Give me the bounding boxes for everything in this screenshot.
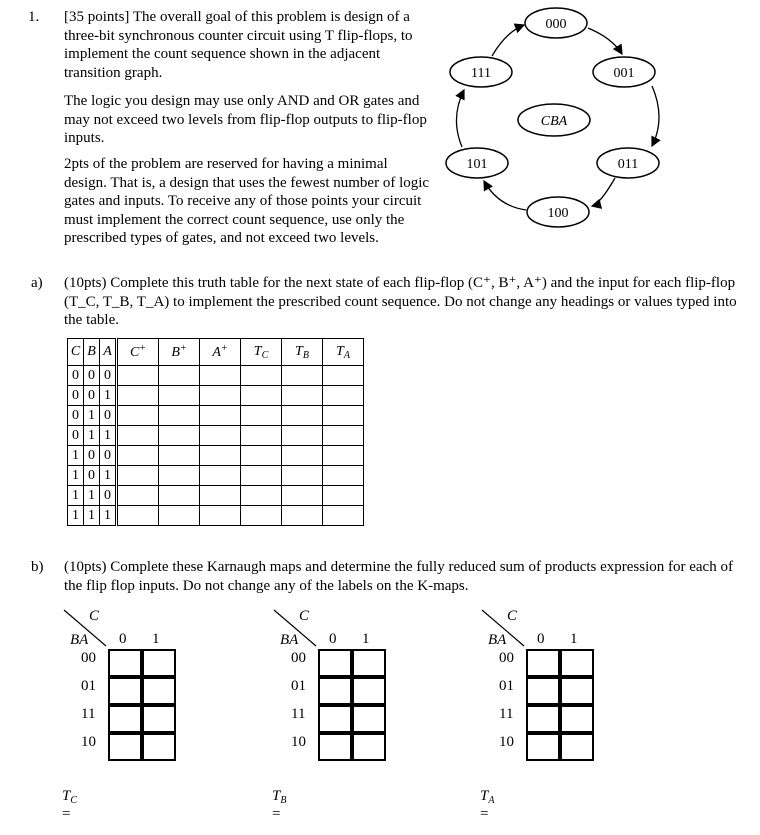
truth-table-answer-cell[interactable] [117,486,159,506]
truth-table-value: 0 [84,446,100,466]
header-c-next: C+ [117,339,159,366]
truth-table-value: 1 [84,406,100,426]
truth-table-value: 0 [100,366,117,386]
truth-table-answer-cell[interactable] [159,486,200,506]
kmap-cell[interactable] [142,733,176,761]
truth-table-answer-cell[interactable] [282,466,323,486]
kmap-row-label: 11 [499,706,514,722]
state-label: 011 [617,157,639,172]
kmap-cell[interactable] [352,677,386,705]
kmap-col-label: 0 [119,631,127,647]
state-label: 111 [471,66,491,81]
truth-table-value: 1 [100,506,117,526]
truth-table-row [68,446,364,466]
kmap-row-label: 10 [291,734,306,750]
header-c: C [68,339,84,366]
state-label: 000 [545,17,567,32]
kmap-cell[interactable] [352,705,386,733]
truth-table-answer-cell[interactable] [200,446,241,466]
kmap-row-label: 01 [81,678,96,694]
truth-table-value: 1 [100,466,117,486]
truth-table-header [68,339,364,366]
truth-table-answer-cell[interactable] [200,426,241,446]
truth-table-value: 0 [100,406,117,426]
center-node-cba [518,104,590,136]
truth-table-value: 1 [100,386,117,406]
kmap-cell[interactable] [318,649,352,677]
kmap-row-label: 01 [499,678,514,694]
kmap-cell[interactable] [526,705,560,733]
kmap-cell[interactable] [318,677,352,705]
transition-arrow [652,86,659,146]
truth-table-answer-cell[interactable] [200,406,241,426]
truth-table-value: 0 [68,406,84,426]
part-a-text: (10pts) Complete this truth table for the next state of each flip-flop (C⁺, B⁺, A⁺) and the input for each flip-flop (T_C, T_B, T_A) to implement the prescribed count sequence. Do not change any headings or values typed into the table. [64,275,737,328]
truth-table-answer-cell[interactable] [200,486,241,506]
truth-table-answer-cell[interactable] [323,446,364,466]
header-a: A [100,339,117,366]
kmap-row-var: BA [488,632,507,648]
truth-table-answer-cell[interactable] [241,386,282,406]
kmap-row-var: BA [280,632,299,648]
part-b-label: b) [31,559,44,575]
transition-arrow [588,28,622,54]
truth-table-answer-cell[interactable] [159,466,200,486]
problem-constraints: The logic you design may use only AND and OR gates and may not exceed two levels from flip-flop outputs to flip-flop inputs. [64,93,427,146]
truth-table-answer-cell[interactable] [282,426,323,446]
kmap-cell[interactable] [108,649,142,677]
truth-table-answer-cell[interactable] [323,506,364,526]
state-node-111 [450,57,512,87]
truth-table-value: 0 [84,386,100,406]
truth-table-answer-cell[interactable] [241,426,282,446]
problem-intro: [35 points] The overall goal of this problem is design of a three-bit synchronous counter circuit using T flip-flops, to implement the count sequence shown in the adjacent transition graph. [64,9,413,81]
kmap-row-label: 00 [499,650,514,666]
truth-table-answer-cell[interactable] [241,446,282,466]
kmap-row-label: 10 [81,734,96,750]
truth-table-row [68,406,364,426]
truth-table-value: 1 [84,486,100,506]
part-b-text: (10pts) Complete these Karnaugh maps and determine the fully reduced sum of products expression for each of the flip flop inputs. Do not change any of the labels on the K-maps. [64,559,733,594]
truth-table-answer-cell[interactable] [282,486,323,506]
center-label: CBA [540,114,568,129]
truth-table-answer-cell[interactable] [282,386,323,406]
transition-arrow [492,25,524,56]
truth-table-answer-cell[interactable] [241,366,282,386]
kmap-cell[interactable] [142,649,176,677]
truth-table-answer-cell[interactable] [117,506,159,526]
header-ta: $T_A$ [323,339,364,366]
truth-table-value: 1 [84,426,100,446]
transition-arrow [592,178,615,206]
truth-table-answer-cell[interactable] [200,366,241,386]
kmap-equation-tb: $T_B$ = [272,788,287,822]
truth-table-answer-cell[interactable] [323,486,364,506]
truth-table-answer-cell[interactable] [117,426,159,446]
truth-table-answer-cell[interactable] [282,506,323,526]
kmap-cell[interactable] [318,705,352,733]
truth-table-answer-cell[interactable] [323,466,364,486]
truth-table-row [68,426,364,446]
kmap-cell[interactable] [352,649,386,677]
kmap-cell[interactable] [560,649,594,677]
truth-table-value: 0 [84,466,100,486]
truth-table-value: 1 [68,506,84,526]
truth-table-answer-cell[interactable] [159,386,200,406]
kmap-col-label: 1 [570,631,578,647]
state-node-011 [597,148,659,178]
kmap-row-label: 00 [291,650,306,666]
state-node-000 [525,8,587,38]
header-b-next: B+ [159,339,200,366]
kmap-cell[interactable] [560,677,594,705]
truth-table-answer-cell[interactable] [323,386,364,406]
truth-table-value: 0 [68,386,84,406]
kmap-row-label: 00 [81,650,96,666]
kmap-cell[interactable] [526,733,560,761]
truth-table-row [68,386,364,406]
truth-table-value: 0 [84,366,100,386]
kmap-cell[interactable] [318,733,352,761]
truth-table-answer-cell[interactable] [117,386,159,406]
truth-table-answer-cell[interactable] [159,426,200,446]
truth-table-value: 0 [100,486,117,506]
truth-table-value: 1 [84,506,100,526]
header-b: B [84,339,100,366]
kmap-col-label: 0 [329,631,337,647]
truth-table-row [68,366,364,386]
problem-minimal-note: 2pts of the problem are reserved for having a minimal design. That is, a design that uses the fewest number of logic gates and inputs. To receive any of those points your circuit must implement the correct count sequence, use only the prescribed types of gates, and not exceed two levels. [64,156,430,246]
kmap-cell[interactable] [142,677,176,705]
truth-table-row [68,466,364,486]
truth-table-answer-cell[interactable] [282,366,323,386]
kmap-cell[interactable] [352,733,386,761]
truth-table-answer-cell[interactable] [282,446,323,466]
truth-table-answer-cell[interactable] [241,466,282,486]
state-label: 001 [613,66,635,81]
kmap-col-label: 1 [152,631,160,647]
kmap-row-label: 11 [81,706,96,722]
kmap-cell[interactable] [108,677,142,705]
kmap-row-label: 11 [291,706,306,722]
truth-table-answer-cell[interactable] [282,406,323,426]
truth-table-answer-cell[interactable] [323,426,364,446]
state-label: 100 [547,206,569,221]
truth-table-answer-cell[interactable] [117,406,159,426]
kmap-cell[interactable] [142,705,176,733]
truth-table-answer-cell[interactable] [117,446,159,466]
state-label: 101 [466,157,488,172]
kmap-row-label: 10 [499,734,514,750]
kmap-cell[interactable] [560,733,594,761]
truth-table-answer-cell[interactable] [117,366,159,386]
kmap-col-var: C [507,608,518,624]
kmap-col-label: 0 [537,631,545,647]
truth-table-answer-cell[interactable] [159,406,200,426]
header-tb: $T_B$ [282,339,323,366]
problem-number: 1. [28,9,40,25]
truth-table-answer-cell[interactable] [241,406,282,426]
header-tc: $T_C$ [241,339,282,366]
truth-table-answer-cell[interactable] [159,446,200,466]
kmap-col-label: 1 [362,631,370,647]
part-a-label: a) [31,275,43,291]
truth-table-value: 1 [68,486,84,506]
state-node-100 [527,197,589,227]
truth-table-value: 1 [68,446,84,466]
kmap-cell[interactable] [526,677,560,705]
truth-table-answer-cell[interactable] [159,506,200,526]
kmap-col-var: C [89,608,100,624]
truth-table-answer-cell[interactable] [241,506,282,526]
state-node-101 [446,148,508,178]
truth-table-answer-cell[interactable] [117,466,159,486]
truth-table-answer-cell[interactable] [200,506,241,526]
transition-arrow [456,90,464,147]
truth-table-answer-cell[interactable] [241,486,282,506]
truth-table [67,338,364,526]
truth-table-value: 0 [100,446,117,466]
truth-table-value: 0 [68,426,84,446]
truth-table-value: 0 [68,366,84,386]
truth-table-answer-cell[interactable] [200,466,241,486]
state-node-001 [593,57,655,87]
header-a-next: A+ [200,339,241,366]
kmap-row-label: 01 [291,678,306,694]
truth-table-row [68,486,364,506]
kmap-cell[interactable] [108,705,142,733]
kmap-equation-ta: $T_A$ = [480,788,495,822]
transition-arrow [484,181,526,210]
truth-table-value: 1 [100,426,117,446]
kmap-col-var: C [299,608,310,624]
truth-table-value: 1 [68,466,84,486]
kmap-cell[interactable] [526,649,560,677]
transition-graph [440,0,760,240]
truth-table-answer-cell[interactable] [323,366,364,386]
truth-table-answer-cell[interactable] [200,386,241,406]
truth-table-answer-cell[interactable] [323,406,364,426]
kmap-row-var: BA [70,632,89,648]
kmap-equation-tc: $T_C$ = [62,788,78,822]
kmap-cell[interactable] [560,705,594,733]
kmap-cell[interactable] [108,733,142,761]
truth-table-answer-cell[interactable] [159,366,200,386]
truth-table-row [68,506,364,526]
